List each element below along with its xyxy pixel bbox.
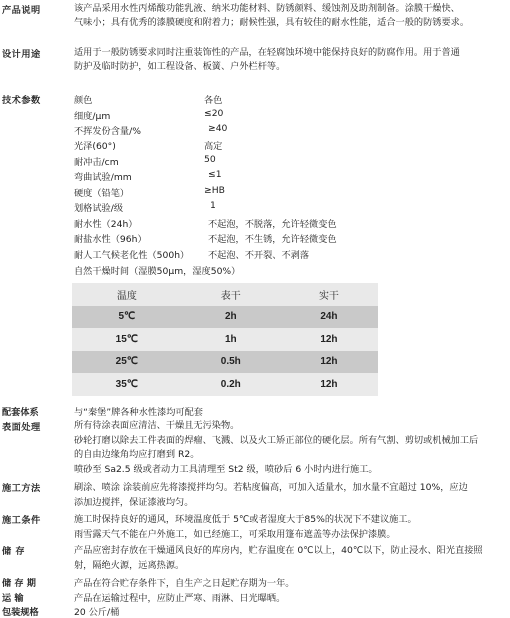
param-row <box>74 231 504 246</box>
system-label: 配套体系 <box>2 407 39 418</box>
package-text: 20 公斤/桶 <box>74 607 120 618</box>
param-name: 耐水性（24h） <box>74 219 138 230</box>
column-header: 温度 <box>72 283 182 306</box>
param-name: 硬度（铅笔） <box>74 188 130 199</box>
param-value: 不起泡、不开裂、不剥落 <box>208 250 310 261</box>
table-cell: 2h <box>182 306 280 329</box>
param-name: 细度/μm <box>74 111 111 122</box>
column-header: 表干 <box>182 283 280 306</box>
shelf-life-label: 储 存 期 <box>2 578 36 589</box>
param-value: ≥HB <box>204 185 225 196</box>
transport-text: 产品在运输过程中，应防止严寒、雨淋、日光曝晒。 <box>74 593 286 604</box>
storage-text <box>74 543 506 573</box>
param-value: 50 <box>204 154 216 165</box>
text-line: 防护及临时防护，如工程设备、板簧、户外栏杆等。 <box>74 61 286 72</box>
param-row <box>74 169 504 184</box>
column-header: 实干 <box>280 283 378 306</box>
shelf-life-text: 产品在符合贮存条件下，自生产之日起贮存期为一年。 <box>74 578 295 589</box>
transport-label: 运 输 <box>2 593 24 604</box>
system-text: 与“秦堡”牌各种水性漆均可配套 <box>74 407 203 418</box>
table-row <box>72 306 378 329</box>
param-name: 颜色 <box>74 95 93 106</box>
text-line: 气味小；具有优秀的漆膜硬度和附着力；耐候性强，具有较佳的耐水性能，适合一般的防锈要求。 <box>74 17 470 28</box>
condition-text <box>74 512 506 542</box>
text-line: 砂轮打磨以除去工件表面的焊瘤、飞溅、以及火工矫正部位的硬化层。所有气割、剪切或机械加工后 <box>74 434 479 446</box>
surface-label: 表面处理 <box>2 422 41 433</box>
param-row <box>74 108 504 123</box>
design-use-text <box>74 46 506 74</box>
text-line: 雨雪露天气不能在户外施工，如已经施工，可采取用篷布遮盖等办法保护漆膜。 <box>74 529 396 540</box>
surface-text <box>74 419 506 477</box>
text-line: 喷砂至 Sa2.5 级或者动力工具清理至 St2 级，喷砂后 6 小时内进行施工。 <box>74 463 378 475</box>
param-value: 高定 <box>204 141 223 152</box>
param-name: 耐冲击/cm <box>74 157 119 168</box>
tech-params-label: 技术参数 <box>2 95 41 106</box>
drying-table-caption <box>74 263 504 278</box>
text-line: 刷涂、喷涂 涂装前应先将漆搅拌均匀。若粘度偏高，可加入适量水，加水量不宜超过 10%，应边 <box>74 482 468 493</box>
param-name: 光泽(60°) <box>74 141 116 152</box>
param-value: 不起泡，不生锈，允许轻微变色 <box>208 234 337 245</box>
text-line: 添加边搅拌，保证漆液均匀。 <box>74 497 194 508</box>
text-line: 施工时保持良好的通风，环境温度低于 5℃或者湿度大于85%的状况下不建议施工。 <box>74 514 417 525</box>
design-use-label: 设计用途 <box>2 49 41 60</box>
param-name: 耐人工气候老化性（500h） <box>74 250 190 261</box>
table-cell: 12h <box>280 373 378 396</box>
param-row <box>74 92 504 107</box>
text-line: 产品应密封存放在干燥通风良好的库房内，贮存温度在 0℃以上，40℃以下，防止浸水、阳光直接照 <box>74 545 483 556</box>
table-cell: 5℃ <box>72 306 182 329</box>
table-row <box>72 328 378 351</box>
method-text <box>74 480 506 510</box>
drying-time-table <box>72 283 378 396</box>
table-cell: 0.5h <box>182 351 280 374</box>
param-row <box>74 123 504 138</box>
table-cell: 12h <box>280 328 378 351</box>
table-cell: 35℃ <box>72 373 182 396</box>
text-line: 的自由边缘角均应打磨到 R2。 <box>74 449 200 460</box>
param-value: ≤20 <box>204 108 224 119</box>
table-cell: 1h <box>182 328 280 351</box>
table-cell: 25℃ <box>72 351 182 374</box>
param-value: 不起泡，不脱落，允许轻微变色 <box>208 219 337 230</box>
param-name: 划格试验/级 <box>74 203 124 214</box>
text-line: 射，隔绝火源，远离热源。 <box>74 560 185 571</box>
param-value: ≥40 <box>208 123 228 134</box>
table-header-row <box>72 283 378 306</box>
condition-label: 施工条件 <box>2 515 41 526</box>
param-row <box>74 154 504 169</box>
param-row <box>74 200 504 215</box>
table-row <box>72 351 378 374</box>
product-description-label: 产品说明 <box>2 5 41 16</box>
param-value: ≤1 <box>208 169 222 180</box>
param-row <box>74 216 504 231</box>
method-label: 施工方法 <box>2 483 41 494</box>
param-row <box>74 185 504 200</box>
param-row <box>74 247 504 262</box>
text-line: 适用于一般防锈要求同时注重装饰性的产品，在轻腐蚀环境中能保持良好的防腐作用。用于普通 <box>74 47 460 58</box>
product-description-text <box>74 2 506 30</box>
table-row <box>72 373 378 396</box>
package-label: 包装规格 <box>2 607 39 618</box>
param-value: 各色 <box>204 95 223 106</box>
param-row <box>74 138 504 153</box>
text-line: 所有待涂表面应清洁、干燥且无污染物。 <box>74 420 240 431</box>
param-value: 1 <box>210 200 216 211</box>
param-name: 弯曲试验/mm <box>74 172 132 183</box>
param-name: 不挥发份含量/% <box>74 126 141 137</box>
storage-label: 储 存 <box>2 546 26 557</box>
param-name: 耐盐水性（96h） <box>74 234 147 245</box>
table-cell: 12h <box>280 351 378 374</box>
table-cell: 24h <box>280 306 378 329</box>
text-line: 该产品采用水性丙烯酸功能乳液、纳米功能材料、防锈颜料、缓蚀剂及助剂制备。涂膜干燥快、 <box>74 3 460 14</box>
caption-text: 自然干燥时间（湿膜50μm，湿度50%） <box>74 266 241 277</box>
table-cell: 0.2h <box>182 373 280 396</box>
table-cell: 15℃ <box>72 328 182 351</box>
